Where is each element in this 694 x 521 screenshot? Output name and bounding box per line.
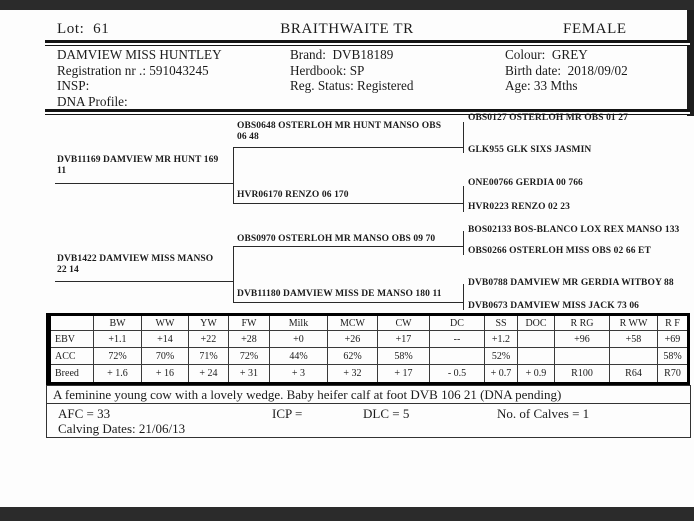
- reg-status-value: Reg. Status: Registered: [290, 78, 414, 94]
- col-header: DC: [430, 315, 485, 331]
- pedigree-bracket: [463, 284, 464, 310]
- lot-comment: A feminine young cow with a lovely wedge. Baby heifer calf at foot DVB 106 21 (DNA pending): [53, 387, 562, 402]
- pedigree-sire-sire: OBS0648 OSTERLOH MR HUNT MANSO OBS 06 48: [237, 121, 442, 142]
- ebv-header-row: [49, 315, 689, 331]
- acc-cell: [555, 348, 610, 365]
- pedigree-bracket: [233, 147, 234, 204]
- pedigree-bracket: [463, 122, 464, 153]
- pedigree-ancestor: DVB0788 DAMVIEW MR GERDIA WITBOY 88: [468, 278, 674, 288]
- acc-cell: 71%: [189, 348, 229, 365]
- breed-cell: + 0.7: [485, 365, 518, 384]
- col-header: FW: [229, 315, 270, 331]
- age-value: Age: 33 Mths: [505, 78, 578, 94]
- vendor-name: BRAITHWAITE TR: [280, 21, 414, 37]
- pedigree-line: [233, 203, 463, 204]
- acc-cell: 58%: [658, 348, 689, 365]
- row-label: EBV: [49, 331, 94, 348]
- pedigree-line: [233, 246, 463, 247]
- breed-cell: + 31: [229, 365, 270, 384]
- icp-value: ICP =: [272, 406, 303, 421]
- pedigree-sire: DVB11169 DAMVIEW MR HUNT 169 11: [57, 155, 219, 176]
- scan-bottom-bar: [0, 507, 694, 521]
- pedigree-dam-sire: OBS0970 OSTERLOH MR MANSO OBS 09 70: [237, 234, 436, 244]
- pedigree-line: [233, 302, 463, 303]
- acc-cell: 72%: [229, 348, 270, 365]
- calving-dates-value: Calving Dates: 21/06/13: [58, 421, 186, 436]
- info-column-middle: [290, 47, 500, 94]
- pedigree-sire-dam: HVR06170 RENZO 06 170: [237, 190, 349, 200]
- ebv-cell: +1.1: [94, 331, 142, 348]
- breed-cell: + 16: [142, 365, 189, 384]
- breed-cell: + 24: [189, 365, 229, 384]
- breed-cell: + 1.6: [94, 365, 142, 384]
- double-rule-top: [45, 40, 690, 46]
- pedigree-ancestor: HVR0223 RENZO 02 23: [468, 202, 570, 212]
- acc-cell: [518, 348, 555, 365]
- pedigree-ancestor: GLK955 GLK SIXS JASMIN: [468, 145, 592, 155]
- col-header: MCW: [328, 315, 378, 331]
- acc-cell: 44%: [270, 348, 328, 365]
- pedigree-ancestor: ONE00766 GERDIA 00 766: [468, 178, 583, 188]
- pedigree-ancestor: OBS0127 OSTERLOH MR OBS 01 27: [468, 113, 628, 123]
- pedigree-ancestor: OBS0266 OSTERLOH MISS OBS 02 66 ET: [468, 246, 651, 256]
- col-header: CW: [378, 315, 430, 331]
- acc-cell: 58%: [378, 348, 430, 365]
- ebv-row: [49, 331, 689, 348]
- lot-number: Lot: 61: [57, 21, 110, 37]
- ebv-cell: +22: [189, 331, 229, 348]
- breed-cell: + 0.9: [518, 365, 555, 384]
- acc-row: [49, 348, 689, 365]
- breed-row: [49, 365, 689, 384]
- scan-top-bar: [0, 0, 694, 10]
- dna-profile-label: DNA Profile:: [57, 93, 128, 109]
- row-label: ACC: [49, 348, 94, 365]
- pedigree-dam: DVB1422 DAMVIEW MISS MANSO 22 14: [57, 254, 214, 275]
- pedigree-ancestor: DVB0673 DAMVIEW MISS JACK 73 06: [468, 301, 640, 311]
- ebv-cell: +28: [229, 331, 270, 348]
- pedigree-ancestor: BOS02133 BOS-BLANCO LOX REX MANSO 133: [468, 225, 680, 235]
- ebv-cell: [518, 331, 555, 348]
- row-label: Breed: [49, 365, 94, 384]
- acc-cell: 72%: [94, 348, 142, 365]
- col-header: BW: [94, 315, 142, 331]
- herdbook-value: Herdbook: SP: [290, 62, 365, 78]
- registration-number: Registration nr .: 591043245: [57, 62, 209, 78]
- ebv-cell: +0: [270, 331, 328, 348]
- insp-label: INSP:: [57, 78, 90, 94]
- ebv-cell: --: [430, 331, 485, 348]
- col-header: R F: [658, 315, 689, 331]
- breed-cell: + 17: [378, 365, 430, 384]
- dlc-value: DLC = 5: [363, 406, 410, 421]
- stats-box: [46, 403, 691, 438]
- pedigree-line: [55, 281, 233, 282]
- acc-cell: 70%: [142, 348, 189, 365]
- ebv-cell: +26: [328, 331, 378, 348]
- acc-cell: 62%: [328, 348, 378, 365]
- breed-cell: R100: [555, 365, 610, 384]
- ebv-table: [46, 313, 690, 385]
- pedigree-bracket: [463, 231, 464, 255]
- acc-cell: [610, 348, 658, 365]
- info-column-right: [505, 47, 690, 94]
- ebv-cell: +14: [142, 331, 189, 348]
- pedigree-line: [55, 183, 233, 184]
- ebv-cell: +17: [378, 331, 430, 348]
- breed-cell: R64: [610, 365, 658, 384]
- info-column-left: [57, 47, 287, 109]
- col-header: R WW: [610, 315, 658, 331]
- breed-cell: + 3: [270, 365, 328, 384]
- breed-cell: + 32: [328, 365, 378, 384]
- birth-date-value: Birth date: 2018/09/02: [505, 62, 628, 78]
- acc-cell: [430, 348, 485, 365]
- number-of-calves-value: No. of Calves = 1: [497, 406, 590, 421]
- col-header: SS: [485, 315, 518, 331]
- breed-cell: - 0.5: [430, 365, 485, 384]
- sex-label: FEMALE: [563, 21, 627, 37]
- breed-cell: R70: [658, 365, 689, 384]
- ebv-cell: +1.2: [485, 331, 518, 348]
- acc-cell: 52%: [485, 348, 518, 365]
- col-header: DOC: [518, 315, 555, 331]
- animal-name: DAMVIEW MISS HUNTLEY: [57, 47, 222, 62]
- pedigree-dam-dam: DVB11180 DAMVIEW MISS DE MANSO 180 11: [237, 289, 442, 299]
- ebv-cell: +58: [610, 331, 658, 348]
- afc-value: AFC = 33: [58, 406, 111, 421]
- pedigree-bracket: [463, 186, 464, 212]
- pedigree-bracket: [233, 246, 234, 303]
- ebv-cell: +69: [658, 331, 689, 348]
- col-header: YW: [189, 315, 229, 331]
- comment-box: [46, 385, 691, 404]
- pedigree-line: [233, 147, 463, 148]
- ebv-cell: +96: [555, 331, 610, 348]
- col-header: R RG: [555, 315, 610, 331]
- col-header: Milk: [270, 315, 328, 331]
- brand-value: Brand: DVB18189: [290, 47, 394, 62]
- col-header: [49, 315, 94, 331]
- colour-value: Colour: GREY: [505, 47, 588, 62]
- col-header: WW: [142, 315, 189, 331]
